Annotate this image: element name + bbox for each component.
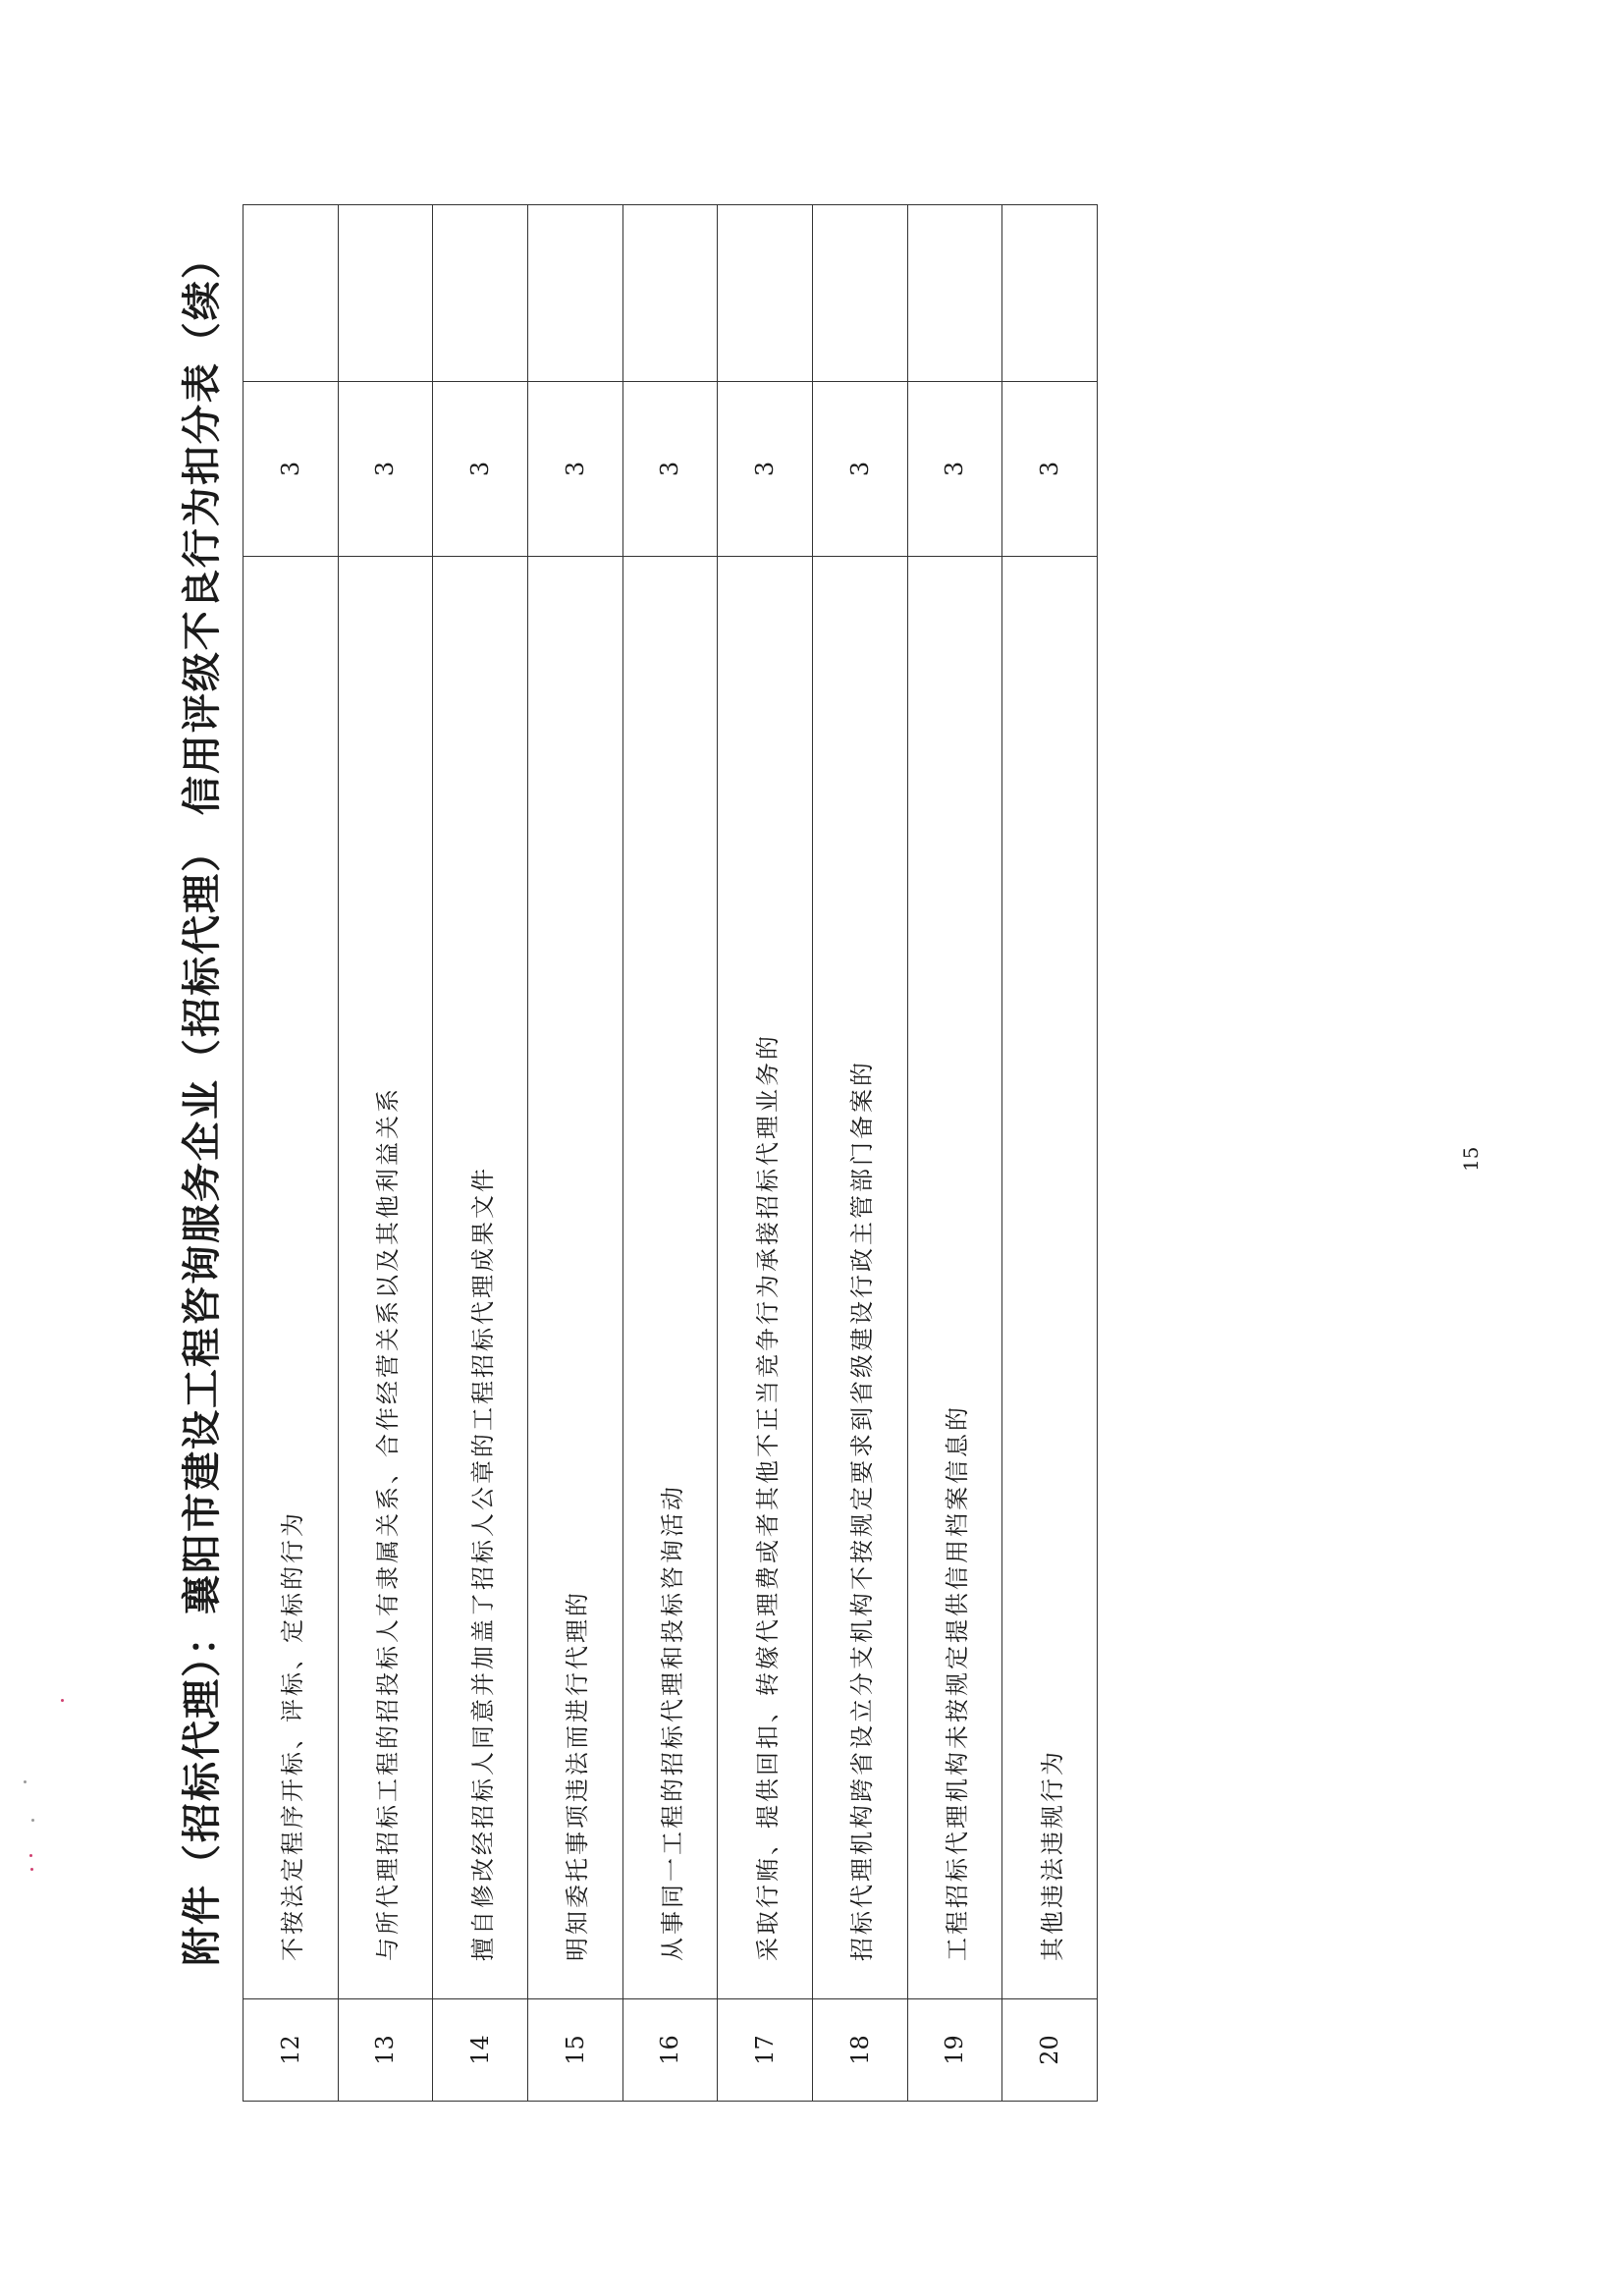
row-score: 3 [718, 382, 813, 557]
row-score: 3 [907, 382, 1002, 557]
row-number: 13 [338, 1999, 433, 2102]
row-item: 工程招标代理机构未按规定提供信用档案信息的 [907, 557, 1002, 1999]
scan-speck [61, 1699, 64, 1702]
row-item: 采取行贿、提供回扣、转嫁代理费或者其他不正当竞争行为承接招标代理业务的 [718, 557, 813, 1999]
table-row [433, 205, 528, 2102]
row-score: 3 [622, 382, 718, 557]
row-item: 擅自修改经招标人同意并加盖了招标人公章的工程招标代理成果文件 [433, 557, 528, 1999]
row-extra [718, 205, 813, 382]
row-extra [622, 205, 718, 382]
row-extra [433, 205, 528, 382]
row-number: 15 [527, 1999, 622, 2102]
page-title: 附件（招标代理）：襄阳市建设工程咨询服务企业（招标代理） 信用评级不良行为扣分表（续） [179, 238, 225, 1966]
row-item: 不按法定程序开标、评标、定标的行为 [243, 557, 339, 1999]
row-extra [527, 205, 622, 382]
row-extra [907, 205, 1002, 382]
row-score: 3 [812, 382, 907, 557]
table-row [907, 205, 1002, 2102]
row-number: 16 [622, 1999, 718, 2102]
row-score: 3 [243, 382, 339, 557]
deduction-table [243, 204, 1098, 2102]
row-score: 3 [433, 382, 528, 557]
row-number: 20 [1002, 1999, 1098, 2102]
scan-speck [30, 1868, 33, 1871]
row-item: 其他违法违规行为 [1002, 557, 1098, 1999]
table-row [718, 205, 813, 2102]
scan-speck [29, 1854, 32, 1857]
row-extra [1002, 205, 1098, 382]
row-number: 19 [907, 1999, 1002, 2102]
table-row [527, 205, 622, 2102]
table-row [622, 205, 718, 2102]
row-item: 从事同一工程的招标代理和投标咨询活动 [622, 557, 718, 1999]
table-row [338, 205, 433, 2102]
row-number: 14 [433, 1999, 528, 2102]
table-row [243, 205, 339, 2102]
scan-speck [24, 1780, 27, 1783]
row-number: 18 [812, 1999, 907, 2102]
row-item: 与所代理招标工程的招投标人有隶属关系、合作经营关系以及其他利益关系 [338, 557, 433, 1999]
page-number: 15 [1459, 1146, 1483, 1172]
row-score: 3 [527, 382, 622, 557]
row-score: 3 [1002, 382, 1098, 557]
scan-speck [31, 1819, 34, 1822]
row-number: 12 [243, 1999, 339, 2102]
table-row [812, 205, 907, 2102]
row-item: 招标代理机构跨省设立分支机构不按规定要求到省级建设行政主管部门备案的 [812, 557, 907, 1999]
row-extra [243, 205, 339, 382]
row-score: 3 [338, 382, 433, 557]
row-extra [338, 205, 433, 382]
row-extra [812, 205, 907, 382]
row-number: 17 [718, 1999, 813, 2102]
table-row [1002, 205, 1098, 2102]
row-item: 明知委托事项违法而进行代理的 [527, 557, 622, 1999]
